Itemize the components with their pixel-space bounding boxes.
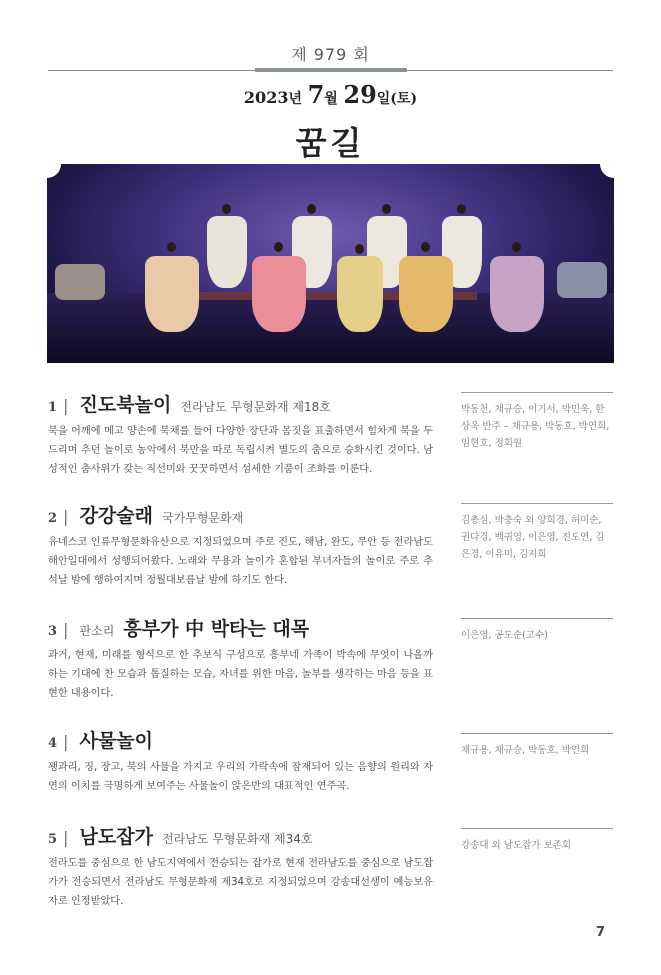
program-item-3: 3 | 판소리 흥부가 中 박타는 대목 과거, 현재, 미래를 형식으로 한 추보식 구성으로 흥부네 가족이 박속에 무엇이 나올까 하는 기대에 찬 모습과 톱질하는 모습, 자녀를 위한 마음, 놀부를 생각하는 마음 등을 표현한 내용이다.	[48, 616, 433, 703]
performers-3: 이은영, 공도순(고수)	[461, 618, 613, 644]
program-item-2: 2 | 강강술래 국가무형문화재 유네스코 인류무형문화유산으로 지정되었으며 주로 진도, 해남, 완도, 무안 등 전라남도 해안일대에서 성행되어왔다. 노래와 무용과 놀이가 혼합된 부녀자들의 놀이로 주로 추석날 밤에 행하여지며 정월대보름날 밤에 하기도 한다.	[48, 503, 433, 590]
program-item-1: 1 | 진도북놀이 전라남도 무형문화재 제18호 북을 어깨에 메고 양손에 북채를 들어 다양한 장단과 몸짓을 표출하면서 힘차게 북을 두드리며 추던 놀이로 농악에서 북만을 따로 독립시켜 별도의 춤으로 승화시킨 것이다. 남성적인 춤사위가 갖는 직선미와 꿋꿋하면서 섬세한 기품이 조화를 이룬다.	[48, 392, 433, 479]
item-description: 과거, 현재, 미래를 형식으로 한 추보식 구성으로 흥부네 가족이 박속에 무엇이 나올까 하는 기대에 찬 모습과 톱질하는 모습, 자녀를 위한 마음, 놀부를 생각하는 마음 등을 표현한 내용이다.	[48, 650, 433, 699]
item-subtitle: 전라남도 무형문화재 제34호	[162, 832, 313, 846]
item-description: 유네스코 인류무형문화유산으로 지정되었으며 주로 진도, 해남, 완도, 무안 등 전라남도 해안일대에서 성행되어왔다. 노래와 무용과 놀이가 혼합된 부녀자들의 놀이로 주로 추석날 밤에 행하여지며 정월대보름날 밤에 하기도 한다.	[48, 537, 433, 586]
performers-2: 김총심, 박충숙 외 양희경, 허미순, 권다경, 백귀영, 이은영, 전도연, 김은경, 이유미, 김지희	[461, 503, 613, 563]
performance-date: 2023년 7월 29일(토)	[243, 80, 418, 109]
page-title: 꿈길	[295, 124, 366, 162]
item-description: 북을 어깨에 메고 양손에 북채를 들어 다양한 장단과 몸짓을 표출하면서 힘차게 북을 두드리며 추던 놀이로 농악에서 북만을 따로 독립시켜 별도의 춤으로 승화시킨 것이다. 남성적인 춤사위가 갖는 직선미와 꿋꿋하면서 섬세한 기품이 조화를 이룬다.	[48, 426, 433, 475]
item-subtitle: 국가무형문화재	[162, 511, 244, 525]
item-number: 5	[48, 832, 58, 847]
item-title: 사물놀이	[79, 730, 153, 752]
performers-1: 박동천, 채규승, 이기서, 박민욱, 한상욱 반주 – 채규용, 박동호, 박연희, 임현호, 정회원	[461, 392, 613, 452]
program-item-4: 4 | 사물놀이 꽹과리, 징, 장고, 북의 사물을 가지고 우리의 가락속에 잠재되어 있는 음향의 원리와 자연의 이치를 극명하게 보여주는 사물놀이 앉은반의 대표적인 연주곡.	[48, 728, 433, 796]
performers-5: 강송대 외 남도잡가 보존회	[461, 828, 613, 854]
item-title: 강강술래	[79, 505, 153, 527]
item-number: 1	[48, 400, 58, 415]
performance-photo	[47, 164, 614, 363]
item-description: 전라도를 중심으로 한 남도지역에서 전승되는 잡가로 현재 전라남도를 중심으로 남도잡가가 전승되면서 전라남도 무형문화재 제34호로 지정되었으며 강송대선생이 예능보유자로 인정받았다.	[48, 858, 433, 907]
issue-number: 제 979 회	[291, 45, 370, 64]
item-genre: 판소리	[79, 624, 115, 638]
date-day: 29	[343, 80, 377, 109]
header-rule-accent	[255, 68, 407, 72]
performers-4: 채규용, 채규승, 박동호, 박연희	[461, 733, 613, 759]
item-description: 꽹과리, 징, 장고, 북의 사물을 가지고 우리의 가락속에 잠재되어 있는 음향의 원리와 자연의 이치를 극명하게 보여주는 사물놀이 앉은반의 대표적인 연주곡.	[48, 762, 433, 792]
page-number: 7	[596, 925, 606, 940]
item-number: 2	[48, 511, 58, 526]
date-month: 7	[307, 80, 325, 109]
date-year: 2023	[243, 88, 289, 107]
item-number: 4	[48, 736, 58, 751]
item-number: 3	[48, 624, 58, 639]
item-subtitle: 전라남도 무형문화재 제18호	[180, 400, 331, 414]
item-title: 남도잡가	[79, 826, 153, 848]
item-title: 진도북놀이	[79, 394, 172, 416]
item-title: 흥부가 中 박타는 대목	[123, 618, 310, 640]
program-item-5: 5 | 남도잡가 전라남도 무형문화재 제34호 전라도를 중심으로 한 남도지역에서 전승되는 잡가로 현재 전라남도를 중심으로 남도잡가가 전승되면서 전라남도 무형문화재 제34호로 지정되었으며 강송대선생이 예능보유자로 인정받았다.	[48, 824, 433, 911]
